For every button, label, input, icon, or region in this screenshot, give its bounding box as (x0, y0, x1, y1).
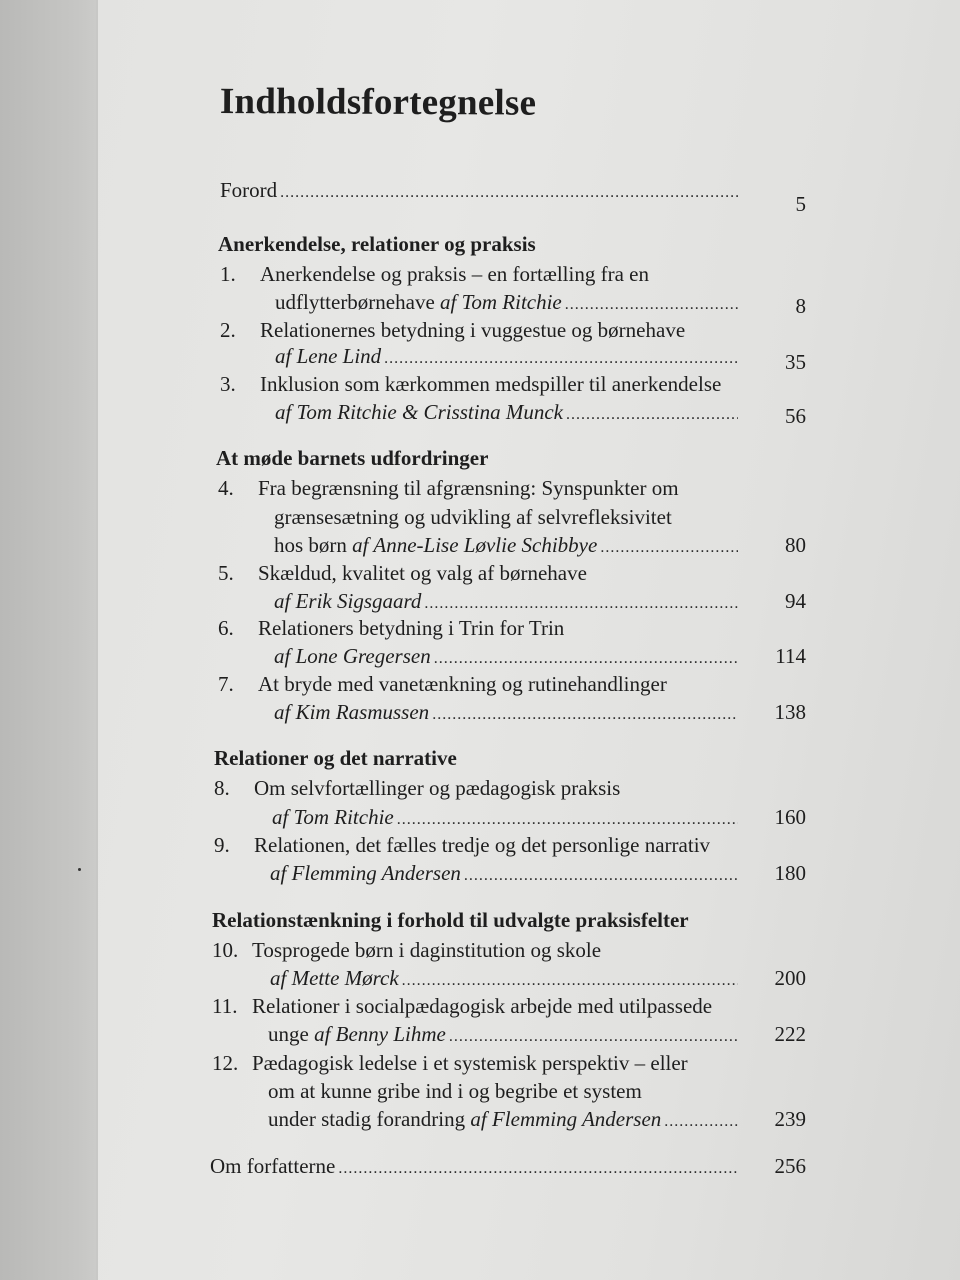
entry-author: af Flemming Andersen (270, 861, 461, 885)
page-number: 256 (774, 1154, 806, 1178)
page-number: 5 (795, 192, 806, 216)
dot-leader (402, 967, 738, 995)
toc-entry-authors (210, 1152, 806, 1180)
dot-leader (434, 645, 738, 673)
page-number: 35 (785, 350, 806, 374)
entry-title: om at kunne gribe ind i og begribe et system (268, 1079, 642, 1103)
dot-leader (280, 179, 738, 207)
background-surface (0, 0, 110, 1280)
toc-entry-1-cont (275, 288, 806, 316)
page-title: Indholdsfortegnelse (219, 80, 537, 124)
toc-entry-3-cont (275, 398, 806, 426)
entry-number: 4. (218, 476, 234, 500)
entry-title: Om selvfortællinger og pædagogisk praksis (254, 776, 621, 800)
entry-label: Om forfatterne (210, 1154, 336, 1178)
page-number: 114 (775, 644, 806, 668)
page-number: 56 (785, 404, 806, 428)
toc-entry-1 (220, 260, 806, 288)
entry-author: af Tom Ritchie & Crisstina Munck (275, 400, 563, 424)
dot-leader (397, 806, 738, 834)
toc-entry-3 (220, 370, 806, 398)
entry-title: udflytterbørnehave (275, 290, 435, 314)
entry-number: 10. (212, 938, 239, 962)
entry-title: At bryde med vanetænkning og rutinehandlinger (258, 672, 667, 696)
dot-leader (464, 862, 738, 890)
entry-title: unge (268, 1022, 309, 1046)
toc-entry-7 (218, 670, 806, 698)
toc-entry-2 (220, 316, 806, 344)
toc-entry-5 (218, 559, 806, 587)
entry-author: af Benny Lihme (314, 1022, 446, 1046)
entry-title: Skældud, kvalitet og valg af børnehave (258, 561, 587, 585)
entry-title: grænsesætning og udvikling af selvrefleksivitet (274, 505, 672, 529)
entry-number: 5. (218, 561, 234, 585)
page-number: 138 (774, 700, 806, 724)
toc-entry-9-cont (270, 859, 806, 887)
entry-number: 9. (214, 833, 230, 857)
entry-author: af Flemming Andersen (470, 1107, 662, 1131)
toc-entry-6 (218, 614, 806, 642)
page-number: 239 (774, 1107, 806, 1131)
entry-author: af Erik Sigsgaard (274, 589, 422, 613)
dot-leader (384, 345, 738, 373)
entry-title: Relationen, det fælles tredje og det personlige narrativ (254, 833, 711, 857)
page-number: 180 (774, 861, 806, 885)
entry-title: Anerkendelse og praksis – en fortælling fra en (260, 262, 649, 286)
dot-leader (338, 1155, 738, 1183)
dot-leader (432, 701, 738, 729)
section-heading: Relationer og det narrative (214, 746, 457, 770)
toc-entry-6-cont (274, 642, 806, 670)
entry-number: 8. (214, 776, 230, 800)
entry-title: Relationernes betydning i vuggestue og børnehave (260, 318, 686, 342)
toc-entry-12-cont2 (268, 1105, 806, 1133)
entry-title: Tosprogede børn i daginstitution og skole (252, 938, 602, 962)
page-number: 8 (795, 294, 806, 318)
toc-entry-8 (214, 774, 806, 802)
entry-title: hos børn (274, 533, 347, 557)
entry-title: Relationers betydning i Trin for Trin (258, 616, 565, 640)
toc-entry-12 (212, 1049, 806, 1077)
entry-number: 11. (212, 994, 238, 1018)
section-heading: Anerkendelse, relationer og praksis (218, 232, 536, 256)
toc-entry-foreword (220, 176, 806, 216)
entry-title: under stadig forandring (268, 1107, 466, 1131)
toc-entry-5-cont (274, 587, 806, 615)
entry-author: af Tom Ritchie (440, 290, 562, 314)
entry-number: 3. (220, 372, 236, 396)
page-number: 160 (774, 805, 806, 829)
dot-leader (600, 534, 738, 562)
toc-entry-8-cont (272, 803, 806, 831)
section-heading: Relationstænkning i forhold til udvalgte praksisfelter (212, 908, 689, 932)
entry-title: Fra begrænsning til afgrænsning: Synspunkter om (258, 476, 679, 500)
entry-title: Relationer i socialpædagogisk arbejde med utilpassede (252, 994, 713, 1018)
entry-number: 1. (220, 262, 236, 286)
entry-number: 7. (218, 672, 234, 696)
toc-entry-10-cont (270, 964, 806, 992)
toc-entry-11 (212, 992, 806, 1020)
toc-entry-2-cont (275, 342, 806, 374)
toc-entry-4-cont1 (274, 503, 806, 531)
entry-author: af Lone Gregersen (274, 644, 431, 668)
toc-entry-9 (214, 831, 806, 859)
dot-leader (566, 401, 738, 429)
entry-author: af Anne-Lise Løvlie Schibbye (352, 533, 598, 557)
entry-author: af Lene Lind (275, 344, 382, 368)
page-number: 80 (785, 533, 806, 557)
entry-number: 6. (218, 616, 234, 640)
section-heading: At møde barnets udfordringer (216, 446, 489, 470)
entry-title: Inklusion som kærkommen medspiller til anerkendelse (260, 372, 722, 396)
toc-entry-4-cont2 (274, 531, 806, 559)
entry-author: af Kim Rasmussen (274, 700, 430, 724)
toc-entry-4 (218, 474, 806, 502)
entry-author: af Tom Ritchie (272, 805, 394, 829)
toc-entry-11-cont (268, 1020, 806, 1048)
page-number: 94 (785, 589, 806, 613)
dot-leader (565, 291, 738, 319)
dot-leader (449, 1023, 738, 1051)
page-speck (78, 868, 81, 871)
entry-author: af Mette Mørck (270, 966, 399, 990)
page-number: 200 (774, 966, 806, 990)
page-number: 222 (774, 1022, 806, 1046)
toc-entry-7-cont (274, 698, 806, 726)
entry-number: 2. (220, 318, 236, 342)
entry-title: Pædagogisk ledelse i et systemisk perspektiv – eller (252, 1051, 688, 1075)
toc-entry-12-cont1 (268, 1077, 806, 1105)
toc-entry-10 (212, 936, 806, 964)
dot-leader (664, 1108, 738, 1136)
entry-label: Forord (220, 178, 278, 202)
entry-number: 12. (212, 1051, 239, 1075)
